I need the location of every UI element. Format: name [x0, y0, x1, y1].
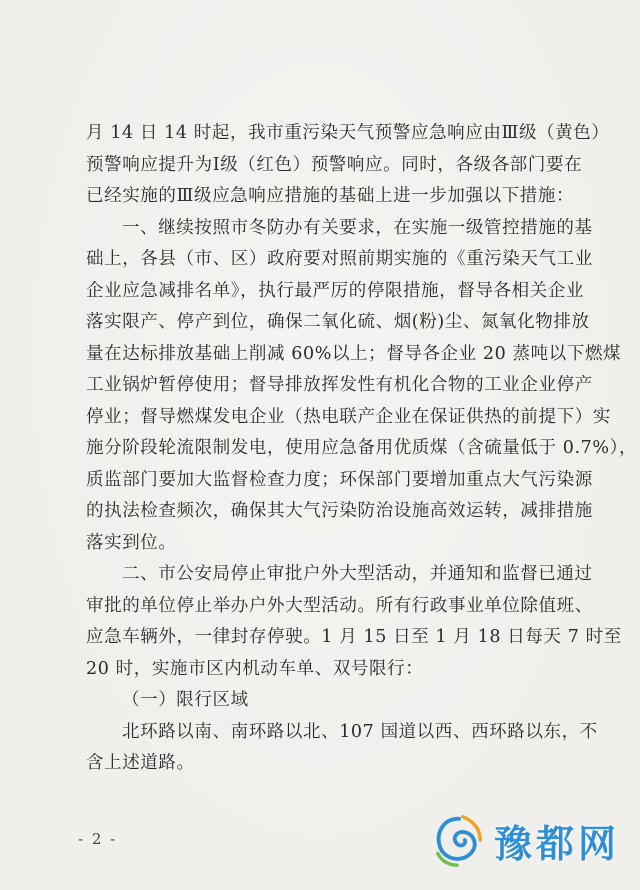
body-line: 落实限产、停产到位，确保二氧化硫、烟(粉)尘、氮氧化物排放: [86, 312, 590, 332]
body-line: 工业锅炉暂停使用；督导排放挥发性有机化合物的工业企业停产: [86, 375, 593, 395]
body-line: 月 14 日 14 时起，我市重污染天气预警应急响应由Ⅲ级（黄色）: [86, 123, 610, 143]
watermark-text: 豫都网: [494, 821, 621, 866]
body-line: 已经实施的Ⅲ级应急响应措施的基础上进一步加强以下措施：: [86, 186, 575, 206]
body-line: 应急车辆外，一律封存停驶。1 月 15 日至 1 月 18 日每天 7 时至: [86, 627, 622, 647]
swirl-logo-icon: [430, 811, 488, 869]
body-line: 预警响应提升为Ⅰ级（红色）预警响应。同时，各级各部门要在: [86, 154, 583, 175]
body-line: 施分阶段轮流限制发电，使用应急备用优质煤（含硫量低于 0.7%），: [86, 438, 638, 458]
site-watermark: [430, 808, 630, 872]
body-line: 的执法检查频次，确保其大气污染防治设施高效运转，减排措施: [86, 501, 593, 521]
body-line: 量在达标排放基础上削减 60%以上；督导各企业 20 蒸吨以下燃煤: [86, 343, 622, 364]
paragraph-one-start: 一、继续按照市冬防办有关要求，在实施一级管控措施的基: [122, 217, 593, 238]
section-heading: （一）限行区域: [122, 690, 249, 710]
body-line: 落实到位。: [86, 532, 177, 553]
body-line: 停业；督导燃煤发电企业（热电联产企业在保证供热的前提下）实: [86, 406, 611, 427]
body-line: 审批的单位停止举办户外大型活动。所有行政事业单位除值班、: [86, 595, 593, 616]
body-line: 含上述道路。: [86, 753, 195, 773]
paragraph-two-start: 二、市公安局停止审批户外大型活动，并通知和监督已通过: [122, 564, 593, 584]
body-line: 20 时，实施市区内机动车单、双号限行：: [86, 658, 424, 679]
body-line: 北环路以南、南环路以北、107 国道以西、西环路以东，不: [122, 721, 598, 742]
page-number: - 2 -: [78, 830, 118, 848]
body-line: 企业应急减排名单》，执行最严厉的停限措施，督导各相关企业: [86, 280, 585, 301]
body-line: 质监部门要加大监督检查力度；环保部门要增加重点大气污染源: [86, 469, 593, 490]
body-line: 础上，各县（市、区）政府要对照前期实施的《重污染天气工业: [86, 249, 593, 269]
document-body: [86, 118, 638, 780]
